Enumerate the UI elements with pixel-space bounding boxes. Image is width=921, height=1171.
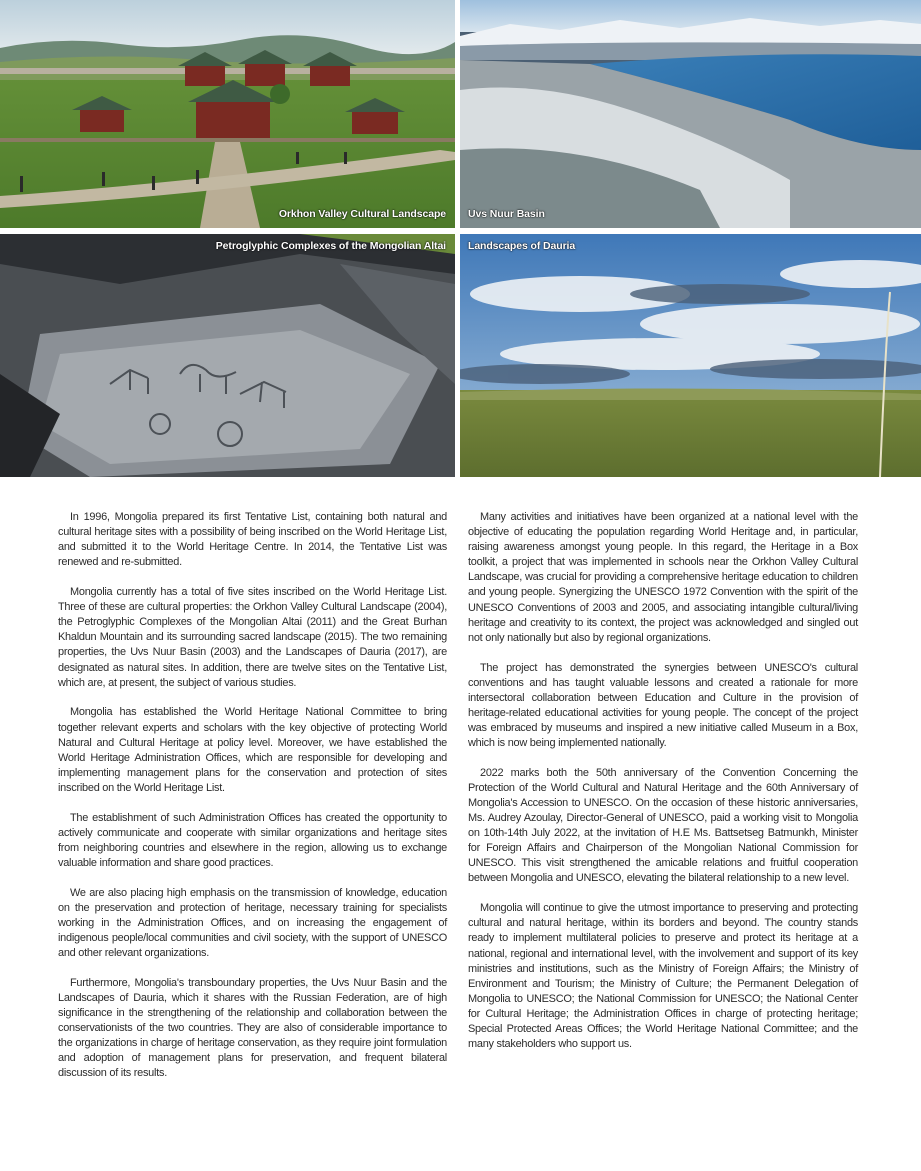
uvs-nuur-illustration xyxy=(460,0,921,228)
paragraph: Many activities and initiatives have been organized at a national level with the objective of educating the population regarding World Heritage and, in particular, raising awareness amongst young people. In this regard, the Heritage in a Box toolkit, a project that was implemented in schools near the Orkhon Valley Cultural Landscape, was crucial for providing a comprehensive heritage education to children and young people. Synergizing the UNESCO 1972 Convention with the spirit of the UNESCO Conventions of 2003 and 2005, and associating intangible cultural/living heritage and creativity to its context, the project was acknowledged and singled out not only nationally but also by regional organizations. xyxy=(468,511,858,644)
dauria-illustration xyxy=(460,234,921,477)
photo-caption: Petroglyphic Complexes of the Mongolian Altai xyxy=(215,240,446,252)
photo-caption: Landscapes of Dauria xyxy=(468,240,576,252)
right-text-column xyxy=(468,510,858,1067)
photo-uvs-nuur xyxy=(460,0,921,228)
petroglyphs-illustration xyxy=(0,234,455,477)
paragraph: The establishment of such Administration Offices has created the opportunity to actively communicate and cooperate with similar organizations and heritage sites from neighboring countries and elsewhere in the region, allowing us to exchange valuable information and share good practices. xyxy=(58,811,447,869)
paragraph: Furthermore, Mongolia's transboundary properties, the Uvs Nuur Basin and the Landscapes of Dauria, which it shares with the Russian Federation, are of high significance in the strengthening of the relationship and collaboration between the conservationists of the two countries. They are also of considerable importance to the organizations in charge of heritage conservation, as they require joint formulation and adoption of management plans for preservation, and frequent bilateral discussion of its results. xyxy=(58,976,447,1080)
photo-dauria xyxy=(460,234,921,477)
orkhon-valley-illustration xyxy=(0,0,455,228)
paragraph: Mongolia currently has a total of five sites inscribed on the World Heritage List. Three of these are cultural properties: the Orkhon Valley Cultural Landscape (2004), the Petroglyphic Complexes of the Mongolian Altai (2011) and the Great Burhan Khaldun Mountain and its surrounding sacred landscape (2015). The two remaining properties, the Uvs Nuur Basin (2003) and the Landscapes of Dauria (2017), are designated as natural sites. In addition, there are twelve sites on the Tentative List, which are, at present, the subject of various studies. xyxy=(58,586,447,689)
paragraph: The project has demonstrated the synergies between UNESCO's cultural conventions and has taught valuable lessons and created a rationale for more intersectoral collaboration between Education and Culture in the provision of heritage-related educational activities for young people. The concept of the project was embraced by museums and inspired a new initiative called Museum in a Box, which is now being implemented nationally. xyxy=(468,661,858,749)
paragraph: Mongolia has established the World Heritage National Committee to bring together relevant experts and scholars with the key objective of protecting World Natural and Cultural Heritage at policy level. Moreover, we have established the World Heritage Administration Offices, which are responsible for developing and implementing management plans for the conservation and protection of sites inscribed on the World Heritage List. xyxy=(58,706,447,794)
paragraph: Mongolia will continue to give the utmost importance to preserving and protecting cultural and natural heritage, within its borders and beyond. The country stands ready to implement multilateral policies to preserve and protect its heritage at a national, regional and international level, with the involvement and support of its key ministries and institutions, such as the Ministry of Foreign Affairs; the Ministry of Environment and Tourism; the Ministry of Culture; the Permanent Delegation of Mongolia to UNESCO; the National Commission for UNESCO; the National Center for Cultural Heritage; the Administration Offices in charge of protecting heritage; Special Protected Areas Offices; the World Heritage National Committee; and the many stakeholders who support us. xyxy=(468,902,858,1051)
photo-caption: Uvs Nuur Basin xyxy=(468,208,545,220)
photo-petroglyphs xyxy=(0,234,455,477)
paragraph: We are also placing high emphasis on the transmission of knowledge, education on the preservation and protection of heritage, necessary training for specialists working in the Administration Offices, and on increasing the engagement of indigenous people/local communities and civil society, with the support of UNESCO and other relevant organizations. xyxy=(58,886,447,960)
photo-caption: Orkhon Valley Cultural Landscape xyxy=(278,208,446,220)
photo-orkhon-valley xyxy=(0,0,455,228)
left-text-column xyxy=(58,510,447,1096)
paragraph: 2022 marks both the 50th anniversary of the Convention Concerning the Protection of the World Cultural and Natural Heritage and the 60th Anniversary of Mongolia's Accession to UNESCO. On the occasion of these historic anniversaries, Ms. Audrey Azoulay, Director-General of UNESCO, paid a working visit to Mongolia on 10th-14th July 2022, at the invitation of H.E Ms. Battsetseg Batmunkh, Minister for Foreign Affairs and Chairperson of the Mongolian National Commission for UNESCO. This visit strengthened the amicable relations and fruitful cooperation between Mongolia and UNESCO, elevating the bilateral relationship to a new level. xyxy=(468,766,858,885)
paragraph: In 1996, Mongolia prepared its first Tentative List, containing both natural and cultural heritage sites with a possibility of being inscribed on the World Heritage List, and submitted it to the World Heritage Centre. In 2014, the Tentative List was renewed and re-submitted. xyxy=(58,511,447,569)
